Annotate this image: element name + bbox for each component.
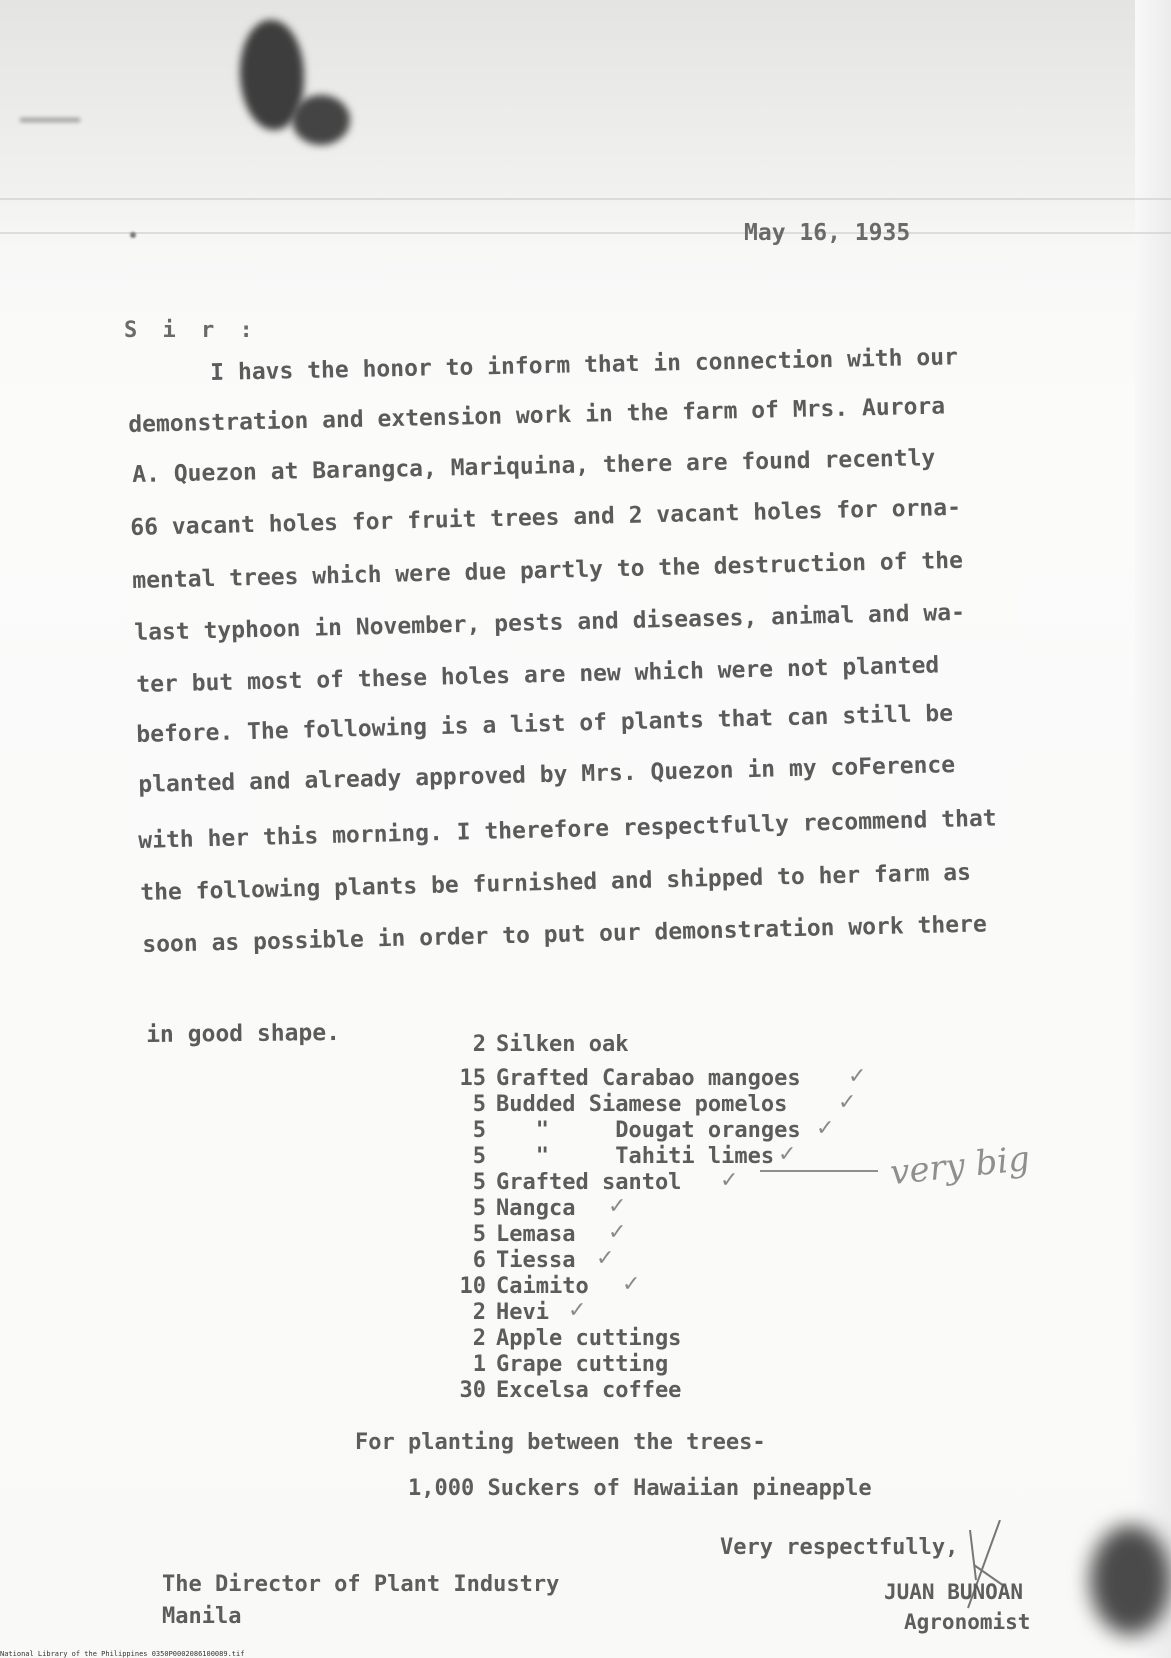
list-item (440, 1378, 681, 1403)
list-item (440, 1144, 774, 1169)
item-name: Grafted santol (496, 1170, 682, 1195)
body-line: last typhoon in November, pests and diseases, animal and wa- (134, 599, 966, 646)
checkmark-icon: ✓ (720, 1168, 739, 1193)
item-quantity: 5 (472, 1170, 486, 1195)
item-quantity: 30 (459, 1378, 486, 1403)
item-quantity: 5 (472, 1118, 486, 1143)
list-item (440, 1352, 668, 1377)
item-name: " Dougat oranges (496, 1118, 801, 1143)
body-line: mental trees which were due partly to the destruction of the (132, 547, 964, 594)
body-line: in good shape. (146, 1019, 341, 1048)
list-item (440, 1222, 575, 1247)
item-name: Silken oak (496, 1032, 629, 1057)
list-item (440, 1196, 575, 1221)
item-name: Budded Siamese pomelos (496, 1092, 788, 1117)
salutation: S i r : (124, 318, 259, 343)
body-line: ter but most of these holes are new which were not planted (136, 652, 940, 698)
pineapple-line: 1,000 Suckers of Hawaiian pineapple (408, 1476, 872, 1501)
item-name: Apple cuttings (496, 1326, 682, 1351)
item-name: Tiessa (496, 1248, 576, 1273)
checkmark-icon: ✓ (778, 1142, 797, 1167)
item-quantity: 5 (472, 1092, 486, 1117)
body-line: with her this morning. I therefore respectfully recommend that (138, 805, 997, 854)
body-line: 66 vacant holes for fruit trees and 2 vacant holes for orna- (130, 494, 962, 541)
item-quantity: 5 (472, 1196, 486, 1221)
item-name: " Tahiti limes (496, 1144, 775, 1169)
checkmark-icon: ✓ (608, 1220, 627, 1245)
checkmark-icon: ✓ (622, 1272, 641, 1297)
list-item (440, 1170, 681, 1195)
item-quantity: 2 (472, 1326, 486, 1351)
body-line: demonstration and extension work in the farm of Mrs. Aurora (128, 393, 946, 438)
item-name: Excelsa coffee (496, 1378, 682, 1403)
list-item (440, 1066, 801, 1091)
item-quantity: 2 (472, 1300, 486, 1325)
ink-stain (292, 95, 350, 145)
fold-line (0, 198, 1171, 200)
checkmark-icon: ✓ (848, 1064, 867, 1089)
item-quantity: 5 (472, 1144, 486, 1169)
list-item (440, 1032, 628, 1057)
page-edge-shadow (1135, 0, 1171, 1658)
planting-note: For planting between the trees- (355, 1430, 766, 1455)
checkmark-icon: ✓ (816, 1116, 835, 1141)
body-line: soon as possible in order to put our demonstration work there (142, 911, 988, 958)
item-name: Grafted Carabao mangoes (496, 1066, 801, 1091)
handwritten-note: very big (888, 1138, 1032, 1194)
list-item (440, 1248, 575, 1273)
signer-title: Agronomist (904, 1610, 1031, 1634)
item-name: Lemasa (496, 1222, 576, 1247)
body-line: A. Quezon at Barangca, Mariquina, there are found recently (132, 445, 936, 488)
item-name: Hevi (496, 1300, 549, 1325)
body-line: I havs the honor to inform that in connection with our (210, 344, 959, 386)
item-name: Grape cutting (496, 1352, 669, 1377)
body-line: before. The following is a list of plants that can still be (136, 700, 954, 748)
handwritten-dash (760, 1170, 878, 1172)
list-item (440, 1118, 801, 1143)
checkmark-icon: ✓ (608, 1194, 627, 1219)
ink-stain (1090, 1525, 1171, 1635)
item-quantity: 5 (472, 1222, 486, 1247)
addressee-city: Manila (162, 1604, 242, 1629)
item-name: Caimito (496, 1274, 589, 1299)
signer-name: JUAN BUNOAN (884, 1580, 1024, 1604)
body-line: the following plants be furnished and shipped to her farm as (140, 859, 972, 906)
list-item (440, 1092, 787, 1117)
item-quantity: 2 (472, 1032, 486, 1057)
item-quantity: 10 (459, 1274, 486, 1299)
body-line: planted and already approved by Mrs. Quezon in my coFerence (138, 752, 956, 798)
smudge (20, 118, 80, 122)
speck (130, 232, 136, 238)
item-name: Nangca (496, 1196, 576, 1221)
list-item (440, 1326, 681, 1351)
addressee-line: The Director of Plant Industry (162, 1572, 560, 1597)
list-item (440, 1300, 549, 1325)
checkmark-icon: ✓ (596, 1246, 615, 1271)
checkmark-icon: ✓ (838, 1090, 857, 1115)
item-quantity: 15 (459, 1066, 486, 1091)
item-quantity: 1 (472, 1352, 486, 1377)
fold-line (0, 232, 1171, 234)
list-item (440, 1274, 589, 1299)
checkmark-icon: ✓ (568, 1298, 587, 1323)
letter-date: May 16, 1935 (744, 220, 911, 246)
closing: Very respectfully, (720, 1535, 959, 1560)
archive-footer: National Library of the Philippines 0350P0002086100089.tif (0, 1650, 245, 1658)
item-quantity: 6 (472, 1248, 486, 1273)
